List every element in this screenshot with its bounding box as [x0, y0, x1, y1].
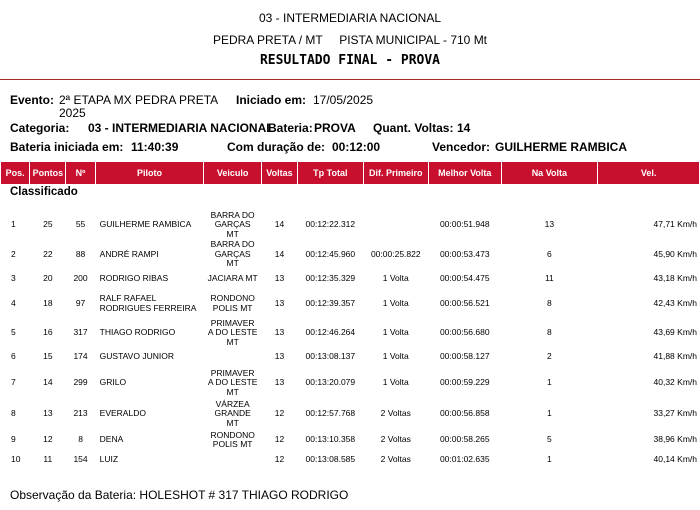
melhor-volta-cell: 00:01:02.635	[439, 454, 490, 465]
voltas-cell: 13	[274, 351, 285, 362]
na-volta-cell: 11	[544, 272, 554, 283]
veiculo-cell: JACIARA MT	[207, 272, 258, 283]
iniciado-label: Iniciado em:	[236, 93, 307, 107]
col-veiculo-header: Veiculo	[204, 162, 260, 184]
tp-total-cell: 00:13:10.358	[305, 434, 356, 445]
voltas-cell: 13	[274, 272, 285, 283]
col-piloto-header: Piloto	[96, 162, 204, 184]
vel-cell: 40,32 Km/h	[653, 377, 697, 388]
vencedor-label: Vencedor:	[432, 140, 491, 154]
tp-total-cell: 00:12:45.960	[305, 248, 356, 259]
numero-cell: 55	[75, 219, 86, 230]
competition-title: 03 - INTERMEDIARIA NACIONAL	[258, 11, 442, 25]
vel-cell: 42,43 Km/h	[653, 297, 697, 308]
melhor-volta-cell: 00:00:56.858	[439, 408, 490, 419]
vel-cell: 40,14 Km/h	[653, 454, 697, 465]
bateria-label: Bateria:	[268, 121, 313, 135]
melhor-volta-cell: 00:00:51.948	[439, 219, 490, 230]
piloto-cell: RALF RAFAEL RODRIGUES FERREIRA	[99, 293, 197, 313]
pos-cell: 3	[11, 272, 16, 283]
bateria-value: PROVA	[314, 121, 356, 135]
pos-cell: 5	[11, 327, 16, 337]
numero-cell: 97	[75, 297, 86, 308]
dif-primeiro-cell: 1 Volta	[382, 272, 409, 283]
dif-primeiro-cell	[364, 210, 428, 240]
dif-primeiro-cell: 1 Volta	[382, 351, 409, 362]
pos-cell: 8	[11, 408, 16, 419]
voltas-cell: 12	[274, 454, 285, 465]
na-volta-cell: 8	[546, 327, 552, 337]
duracao-value: 00:12:00	[332, 140, 381, 154]
melhor-volta-cell: 00:00:58.127	[439, 351, 490, 362]
table-header-row	[1, 162, 699, 184]
pontos-cell: 14	[43, 377, 53, 388]
header-divider	[0, 79, 700, 80]
table-row	[1, 429, 699, 451]
iniciado-value: 17/05/2025	[313, 93, 374, 107]
pontos-cell: 16	[43, 327, 53, 337]
observacao-bateria: Observação da Bateria: HOLESHOT # 317 THIAGO RODRIGO	[10, 488, 349, 502]
veiculo-cell: VÁRZEA GRANDE MT	[214, 398, 251, 428]
numero-cell: 200	[73, 272, 88, 283]
veiculo-cell: RONDONO POLIS MT	[210, 293, 255, 313]
vel-cell: 45,90 Km/h	[653, 248, 697, 259]
numero-cell: 154	[73, 454, 88, 465]
dif-primeiro-cell: 2 Voltas	[380, 434, 411, 445]
na-volta-cell: 13	[544, 219, 555, 230]
na-volta-cell: 5	[546, 434, 552, 445]
col-vel-header: Vel.	[598, 162, 699, 184]
pos-cell: 6	[11, 351, 16, 362]
na-volta-cell: 1	[546, 454, 552, 465]
voltas-cell: 12	[274, 434, 285, 445]
na-volta-cell: 6	[546, 248, 552, 259]
veiculo-cell	[204, 347, 260, 367]
piloto-cell: GUILHERME RAMBICA	[99, 219, 192, 230]
piloto-cell: ANDRÉ RAMPI	[99, 248, 159, 259]
dif-primeiro-cell: 1 Volta	[382, 297, 409, 308]
pos-cell: 9	[11, 434, 16, 445]
categoria-value: 03 - INTERMEDIARIA NACIONAL	[88, 121, 274, 135]
piloto-cell: RODRIGO RIBAS	[99, 272, 169, 283]
numero-cell: 174	[73, 351, 88, 362]
evento-value: 2ª ETAPA MX PEDRA PRETA	[59, 93, 219, 107]
dif-primeiro-cell: 00:00:25.822	[370, 248, 421, 259]
tp-total-cell: 00:12:22.312	[305, 219, 356, 230]
numero-cell: 299	[73, 377, 88, 388]
vel-cell: 38,96 Km/h	[653, 434, 697, 445]
evento-value-year: 2025	[59, 106, 86, 120]
na-volta-cell: 1	[546, 408, 552, 419]
tp-total-cell: 00:13:08.585	[305, 454, 356, 465]
tp-total-cell: 00:12:57.768	[305, 408, 356, 419]
veiculo-cell: PRIMAVER A DO LESTE MT	[207, 317, 258, 347]
pontos-cell: 12	[43, 434, 53, 445]
numero-cell: 317	[73, 327, 88, 337]
pos-cell: 7	[11, 377, 16, 388]
pos-cell: 4	[11, 297, 16, 308]
pontos-cell: 25	[43, 219, 53, 230]
table-row	[1, 451, 699, 469]
numero-cell: 213	[73, 408, 88, 419]
vel-cell: 47,71 Km/h	[653, 219, 697, 230]
table-row	[1, 399, 699, 429]
dif-primeiro-cell: 1 Volta	[382, 377, 409, 388]
piloto-cell: THIAGO RODRIGO	[99, 327, 176, 337]
table-row	[1, 289, 699, 319]
results-table	[0, 210, 700, 469]
tp-total-cell: 00:12:35.329	[305, 272, 356, 283]
tp-total-cell: 00:13:08.137	[305, 351, 356, 362]
veiculo-cell: BARRA DO GARÇAS MT	[210, 209, 255, 239]
section-classificado: Classificado	[10, 186, 78, 198]
na-volta-cell: 2	[546, 351, 552, 362]
col-dif-primeiro-header: Dif. Primeiro	[364, 162, 428, 184]
evento-label: Evento:	[10, 93, 55, 107]
results-table-header	[0, 162, 700, 184]
dif-primeiro-cell: 1 Volta	[382, 327, 409, 337]
vel-cell: 33,27 Km/h	[653, 408, 697, 419]
table-row	[1, 319, 699, 348]
table-row	[1, 347, 699, 367]
pos-cell: 10	[11, 454, 21, 465]
voltas-label: Quant. Voltas:	[373, 121, 454, 135]
na-volta-cell: 8	[546, 297, 552, 308]
col-numero-header: Nº	[66, 162, 94, 184]
duracao-label: Com duração de:	[227, 140, 326, 154]
numero-cell: 88	[75, 248, 86, 259]
table-row	[1, 240, 699, 269]
dif-primeiro-cell: 2 Voltas	[380, 408, 411, 419]
piloto-cell: DENA	[99, 434, 124, 445]
piloto-cell: LUIZ	[99, 454, 119, 465]
pontos-cell: 18	[43, 297, 53, 308]
col-pos-header: Pos.	[1, 162, 29, 184]
col-melhor-volta-header: Melhor Volta	[429, 162, 501, 184]
vel-cell: 41,88 Km/h	[653, 351, 697, 362]
col-pontos-header: Pontos	[30, 162, 65, 184]
col-voltas-header: Voltas	[262, 162, 297, 184]
voltas-cell: 13	[274, 377, 285, 388]
pontos-cell: 22	[43, 248, 53, 259]
table-row	[1, 210, 699, 240]
melhor-volta-cell: 00:00:53.473	[439, 248, 490, 259]
voltas-cell: 13	[274, 327, 285, 337]
melhor-volta-cell: 00:00:54.475	[439, 272, 490, 283]
piloto-cell: EVERALDO	[99, 408, 146, 419]
veiculo-cell	[204, 451, 260, 469]
piloto-cell: GUSTAVO JUNIOR	[99, 351, 174, 362]
tp-total-cell: 00:12:39.357	[305, 297, 356, 308]
melhor-volta-cell: 00:00:59.229	[439, 377, 490, 388]
voltas-cell: 13	[274, 297, 285, 308]
tp-total-cell: 00:13:20.079	[305, 377, 356, 388]
bateria-iniciada-value: 11:40:39	[131, 140, 179, 154]
bateria-iniciada-label: Bateria iniciada em:	[10, 140, 124, 154]
col-tp-total-header: Tp Total	[298, 162, 362, 184]
veiculo-cell: BARRA DO GARÇAS MT	[210, 239, 255, 268]
voltas-cell: 14	[274, 248, 285, 259]
veiculo-cell: PRIMAVER A DO LESTE MT	[207, 367, 258, 397]
na-volta-cell: 1	[546, 377, 552, 388]
melhor-volta-cell: 00:00:56.680	[439, 327, 490, 337]
pos-cell: 1	[11, 219, 16, 230]
pontos-cell: 13	[43, 408, 53, 419]
pontos-cell: 20	[43, 272, 53, 283]
table-row	[1, 367, 699, 399]
categoria-label: Categoria:	[10, 121, 70, 135]
report-title: RESULTADO FINAL - PROVA	[259, 53, 440, 68]
vel-cell: 43,18 Km/h	[653, 272, 697, 283]
pontos-cell: 15	[43, 351, 53, 362]
pos-cell: 2	[11, 248, 16, 259]
veiculo-cell: RONDONO POLIS MT	[210, 429, 255, 449]
melhor-volta-cell: 00:00:56.521	[439, 297, 490, 308]
tp-total-cell: 00:12:46.264	[305, 327, 356, 337]
table-row	[1, 269, 699, 289]
numero-cell: 8	[78, 434, 83, 445]
pontos-cell: 11	[43, 454, 53, 465]
voltas-cell: 12	[274, 408, 285, 419]
dif-primeiro-cell: 2 Voltas	[380, 454, 411, 465]
piloto-cell: GRILO	[99, 377, 127, 388]
vencedor-value: GUILHERME RAMBICA	[495, 140, 627, 154]
vel-cell: 43,69 Km/h	[653, 327, 697, 337]
location-line: PEDRA PRETA / MT PISTA MUNICIPAL - 710 Mt	[212, 33, 488, 47]
voltas-cell: 14	[274, 219, 285, 230]
voltas-value: 14	[457, 121, 471, 135]
melhor-volta-cell: 00:00:58.265	[439, 434, 490, 445]
col-na-volta-header: Na Volta	[502, 162, 598, 184]
